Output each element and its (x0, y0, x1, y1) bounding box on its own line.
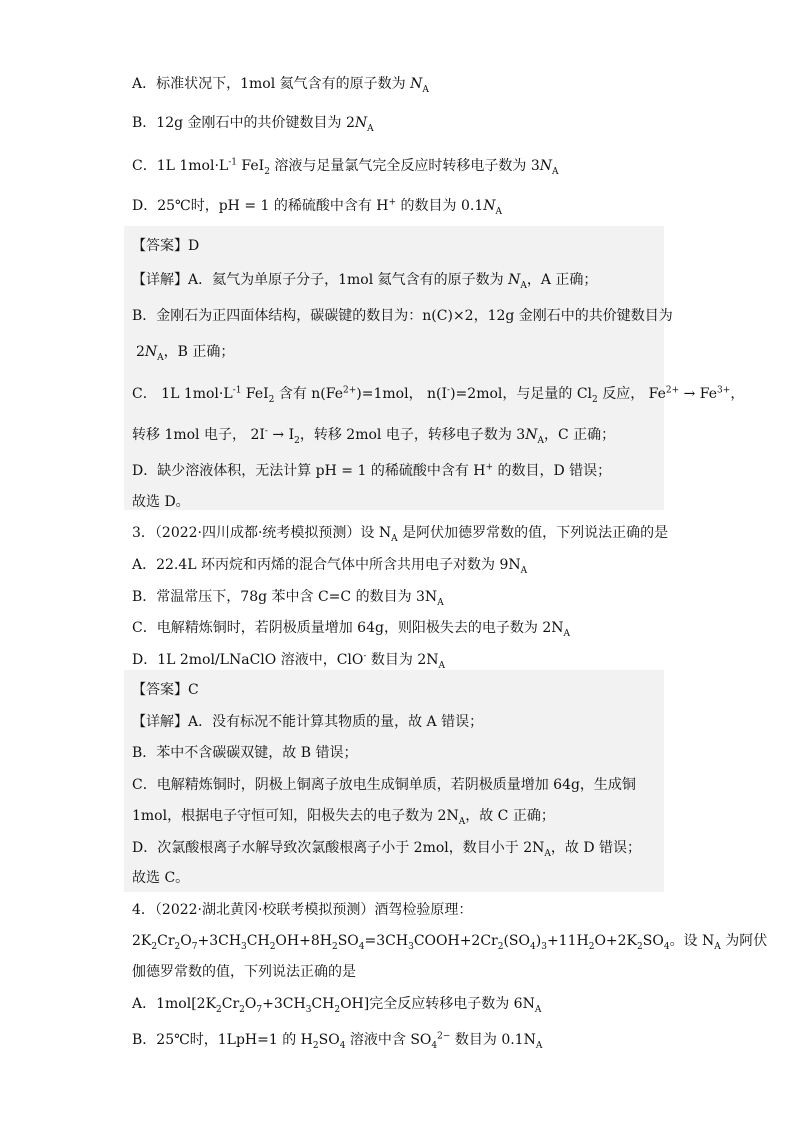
text-run: D．次氯酸根离子水解导致次氯酸根离子小于 2mol，数目小于 2N (132, 840, 545, 856)
subscript: A (367, 123, 374, 134)
text-run: CH (246, 933, 270, 949)
text-run: A．1mol[2K (132, 996, 217, 1012)
text-line (132, 384, 744, 404)
text-line (132, 196, 502, 216)
subscript: 2 (637, 941, 643, 952)
superscript: 2+ (665, 385, 680, 396)
text-line (132, 650, 445, 670)
text-line (132, 425, 615, 445)
text-line (132, 492, 190, 512)
text-run: 含有 n(Fe (274, 386, 344, 402)
text-run: OH+8H (275, 933, 332, 949)
superscript: 3+ (717, 385, 731, 396)
text-run: ，故 C 正确； (465, 808, 555, 824)
text-run: N (539, 158, 552, 174)
superscript: + (388, 197, 397, 208)
text-run: =3CH (364, 933, 409, 949)
text-run: Cr (157, 933, 175, 949)
text-line (132, 461, 611, 481)
subscript: A (520, 280, 527, 291)
text-line (132, 236, 199, 256)
text-line (132, 1030, 542, 1050)
text-line (132, 523, 668, 543)
text-line (136, 342, 234, 362)
subscript: 2 (264, 166, 270, 177)
text-run: B．苯中不含碳碳双键，故 B 错误； (132, 745, 358, 761)
text-run: B．常温常压下，78g 苯中含 C=C 的数目为 3N (132, 589, 438, 605)
subscript: A (520, 565, 528, 576)
text-run: O (180, 933, 192, 949)
text-line (132, 555, 527, 575)
text-run: ，转移 2mol 电子，转移电子数为 3 (299, 427, 526, 443)
text-run: Cr (221, 996, 240, 1012)
subscript: 2 (497, 941, 504, 952)
subscript: A (391, 533, 398, 544)
subscript: 7 (256, 1004, 263, 1015)
subscript: 4 (663, 941, 670, 952)
text-run: +3CH (262, 996, 306, 1012)
subscript: A (438, 660, 445, 671)
text-run: 数目为 2N (366, 652, 439, 668)
text-run: ， (730, 386, 745, 402)
text-run: )=1mol， n(I (356, 386, 448, 402)
subscript: 3 (541, 941, 547, 952)
text-run: FeI (241, 386, 269, 402)
text-run: C．电解精炼铜时，阴极上铜离子放电生成铜单质，若阴极质量增加 64g，生成铜 (132, 777, 636, 793)
subscript: 4 (431, 1040, 438, 1051)
text-line (132, 74, 429, 94)
text-run: A．标准状况下，1mol 氦气含有的原子数为 (132, 76, 411, 92)
text-run: )=2mol，与足量的 Cl (450, 386, 593, 402)
subscript: 3 (241, 941, 247, 952)
subscript: A (534, 1004, 542, 1015)
text-run: → Fe (679, 386, 718, 402)
subscript: A (535, 1040, 543, 1051)
text-run: SO (337, 933, 359, 949)
text-line (132, 743, 357, 763)
text-run: 反应， Fe (597, 386, 666, 402)
text-line (132, 113, 374, 133)
subscript: A (552, 166, 559, 177)
text-run: 的数目，D 错误； (493, 463, 612, 479)
subscript: A (495, 206, 502, 217)
text-run: ) (535, 933, 542, 949)
superscript: + (485, 462, 494, 473)
superscript: - (264, 426, 268, 437)
text-run: N (354, 115, 368, 131)
text-run: 【答案】C (132, 682, 199, 698)
text-run: 1mol，根据电子守恒可知，阳极失去的电子数为 2N (132, 808, 459, 824)
text-run: 溶液与足量氯气完全反应时转移电子数为 3 (269, 158, 540, 174)
text-run: ，C 正确； (543, 427, 616, 443)
superscript: -1 (232, 385, 242, 396)
text-line (132, 156, 559, 176)
subscript: 4 (530, 941, 536, 952)
subscript: 2 (334, 1004, 341, 1015)
text-run: O (244, 996, 257, 1012)
text-run: ，B 正确； (163, 344, 235, 360)
superscript: 2− (437, 1031, 451, 1042)
text-line (132, 806, 555, 826)
text-line (132, 618, 570, 638)
text-line (132, 306, 673, 326)
text-run: +3CH (197, 933, 242, 949)
text-run: C．1L 1mol·L (132, 158, 229, 174)
subscript: A (157, 352, 164, 363)
text-run: COOH+2Cr (413, 933, 498, 949)
subscript: A (437, 597, 444, 608)
text-run: FeI (236, 158, 265, 174)
subscript: 2 (216, 1004, 222, 1015)
text-run: O+2K (594, 933, 638, 949)
subscript: 2 (174, 941, 181, 952)
text-run: (SO (503, 933, 530, 949)
text-run: N (410, 76, 423, 92)
text-line (132, 775, 636, 795)
subscript: A (458, 816, 466, 827)
text-run: N (525, 427, 538, 443)
subscript: 3 (305, 1004, 312, 1015)
superscript: - (447, 385, 451, 396)
subscript: 2 (331, 941, 338, 952)
text-line (132, 900, 472, 920)
text-run: CH (311, 996, 335, 1012)
superscript: 2+ (343, 385, 357, 396)
text-run: 2K (132, 933, 152, 949)
text-run: B．金刚石为正四面体结构，碳碳键的数目为：n(C)×2，12g 金刚石中的共价键数目为 (132, 308, 673, 324)
text-line (132, 270, 597, 290)
text-run: B．12g 金刚石中的共价键数目为 2 (132, 115, 355, 131)
subscript: 3 (408, 941, 414, 952)
text-line (132, 680, 199, 700)
text-run: 【详解】A．氦气为单原子分子，1mol 氦气含有的原子数为 (132, 272, 509, 288)
text-line (132, 838, 641, 858)
text-run: D．缺少溶液体积，无法计算 pH = 1 的稀硫酸中含有 H (132, 463, 486, 479)
text-run: N (144, 344, 158, 360)
text-run: SO (318, 1032, 340, 1048)
text-run: 是阿伏加德罗常数的值，下列说法正确的是 (397, 525, 669, 541)
superscript: -1 (228, 157, 237, 168)
text-run: OH]完全反应转移电子数为 6N (340, 996, 535, 1012)
subscript: 2 (588, 941, 595, 952)
subscript: 2 (268, 394, 275, 405)
subscript: A (563, 628, 571, 639)
superscript: - (363, 651, 367, 662)
text-run: N (483, 198, 496, 214)
text-run: A．22.4L 环丙烷和丙烯的混合气体中所含共用电子对数为 9N (132, 557, 521, 573)
text-run: 伽德罗常数的值，下列说法正确的是 (132, 964, 356, 980)
text-run: 数目为 0.1N (450, 1032, 536, 1048)
text-run: 溶液中含 SO (345, 1032, 432, 1048)
subscript: 2 (269, 941, 276, 952)
subscript: 2 (294, 435, 300, 446)
text-run: +11H (546, 933, 589, 949)
text-run: 的数目为 0.1 (396, 198, 484, 214)
text-run: C．电解精炼铜时，若阴极质量增加 64g，则阳极失去的电子数为 2N (132, 620, 564, 636)
text-line (132, 962, 356, 982)
text-run: 。设 N (669, 933, 715, 949)
text-line (132, 931, 767, 951)
text-line (132, 868, 189, 888)
text-run: 【答案】D (132, 238, 200, 254)
subscript: A (537, 435, 544, 446)
subscript: 4 (358, 941, 365, 952)
text-line (132, 994, 541, 1014)
text-run: 为阿伏 (720, 933, 768, 949)
text-run: D．25℃时，pH = 1 的稀硫酸中含有 H (132, 198, 389, 214)
subscript: 2 (151, 941, 158, 952)
text-line (132, 587, 444, 607)
subscript: 7 (191, 941, 198, 952)
text-run: 4．（2022·湖北黄冈·校联考模拟预测）酒驾检验原理： (132, 902, 473, 918)
text-run: 【详解】A．没有标况不能计算其物质的量，故 A 错误； (132, 714, 484, 730)
text-run: D．1L 2mol/LNaClO 溶液中，ClO (132, 652, 364, 668)
text-run: 故选 C。 (132, 870, 190, 886)
text-run: 3．（2022·四川成都·统考模拟预测）设 N (132, 525, 392, 541)
text-run: ，A 正确； (526, 272, 598, 288)
text-line (132, 712, 483, 732)
text-run: SO (642, 933, 664, 949)
subscript: A (422, 84, 429, 95)
subscript: A (714, 941, 721, 952)
subscript: 4 (339, 1040, 346, 1051)
text-run: B．25℃时，1LpH=1 的 H (132, 1032, 313, 1048)
subscript: A (544, 848, 551, 859)
subscript: 2 (592, 394, 598, 405)
text-run: → I (267, 427, 295, 443)
text-run: 故选 D。 (132, 494, 190, 510)
text-run: 转移 1mol 电子， 2I (132, 427, 265, 443)
text-run: C． 1L 1mol·L (132, 386, 233, 402)
text-run: N (508, 272, 521, 288)
subscript: 2 (312, 1040, 319, 1051)
text-run: ，故 D 错误； (550, 840, 641, 856)
subscript: 2 (239, 1004, 245, 1015)
text-run: 2 (136, 344, 145, 360)
